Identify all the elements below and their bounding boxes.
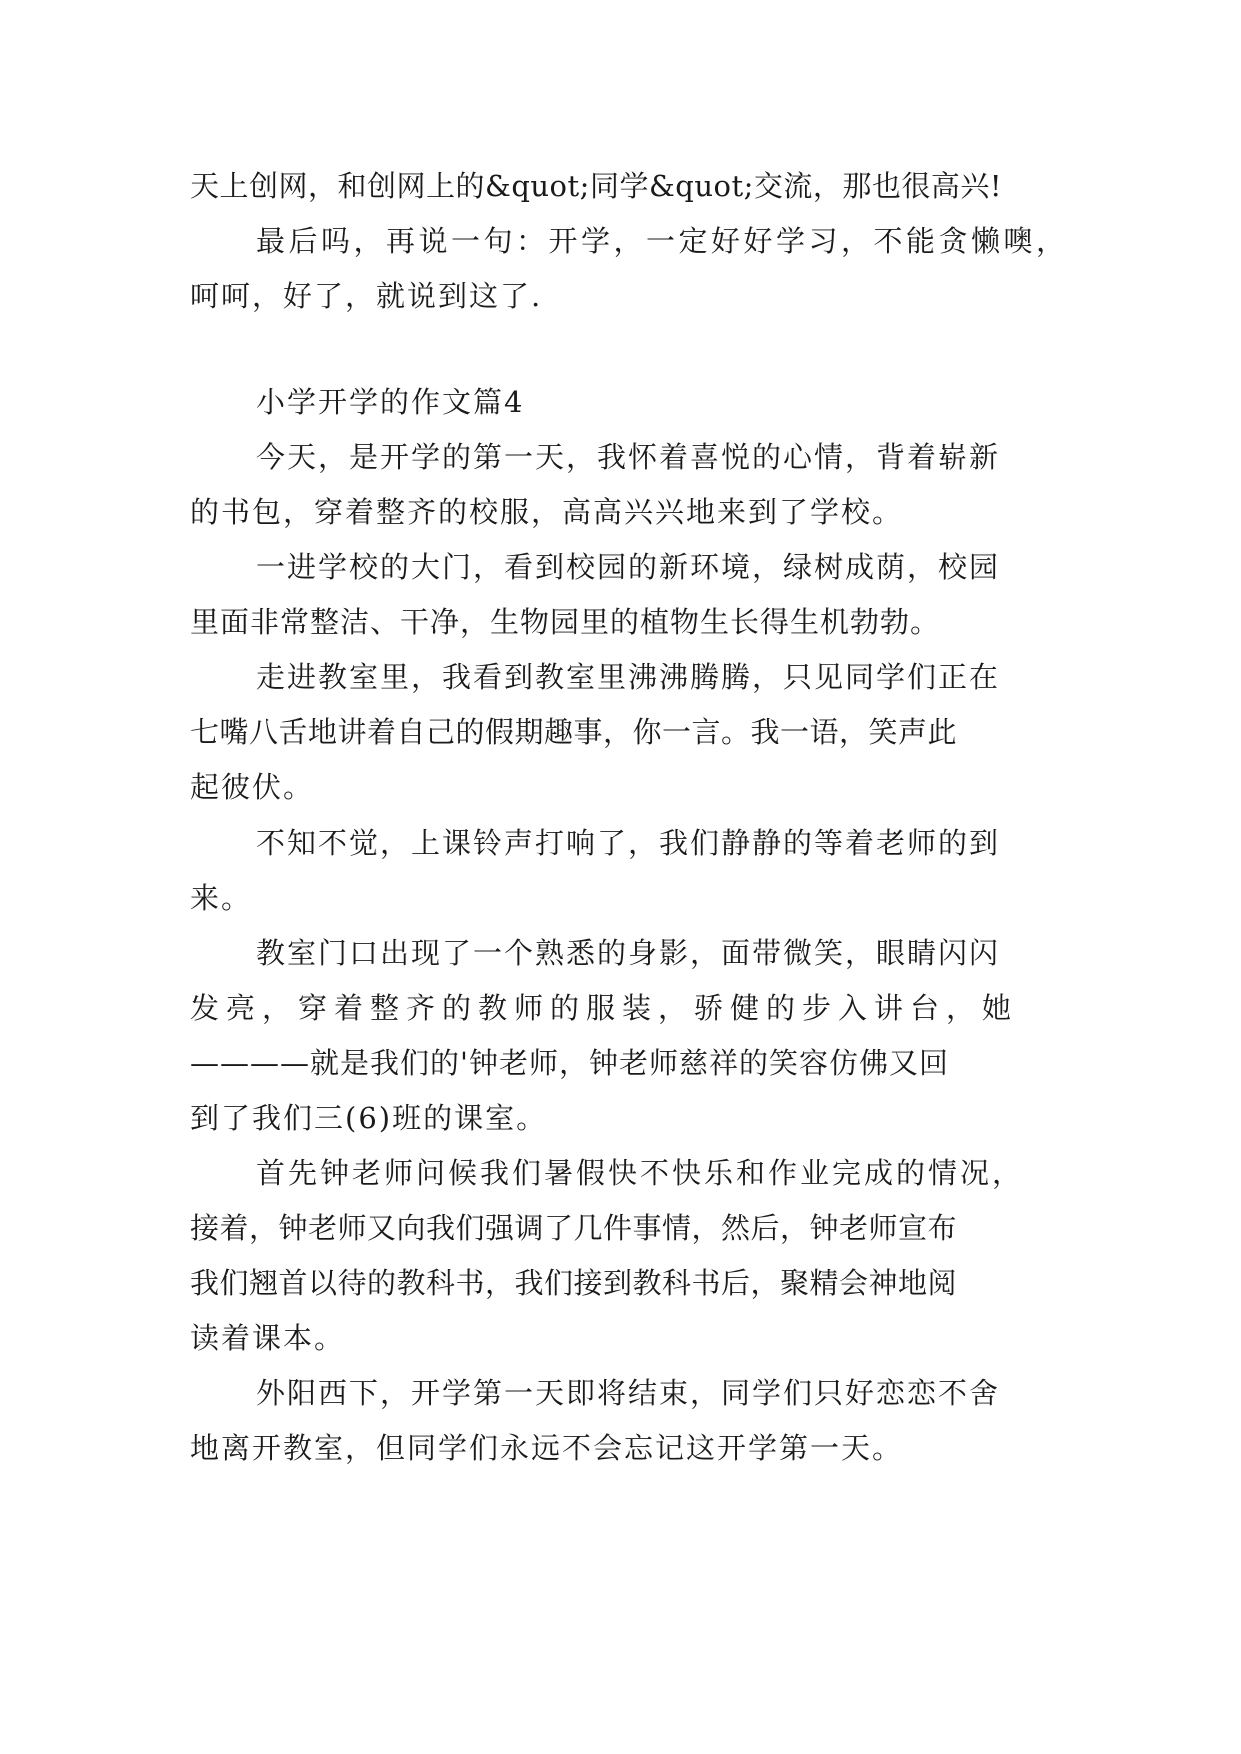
text-line: 到了我们三(6)班的课室。	[190, 1101, 548, 1135]
section-heading: 小学开学的作文篇4	[256, 385, 525, 419]
text-line: 的书包，穿着整齐的校服，高高兴兴地来到了学校。	[190, 495, 904, 529]
text-line: 最后吗，再说一句：开学，一定好好学习，不能贪懒噢，	[256, 224, 1069, 258]
text-line: 发亮，穿着整齐的教师的服装，骄健的步入讲台，她	[190, 991, 1019, 1025]
text-line: 里面非常整洁、干净，生物园里的植物生长得生机勃勃。	[190, 605, 941, 639]
text-line: 走进教室里，我看到教室里沸沸腾腾，只见同学们正在	[256, 660, 1001, 694]
text-line: 起彼伏。	[190, 770, 315, 804]
text-line: 教室门口出现了一个熟悉的身影，面带微笑，眼睛闪闪	[256, 936, 1001, 970]
text-line: 一进学校的大门，看到校园的新环境，绿树成荫，校园	[256, 550, 1001, 584]
text-line: 地离开教室，但同学们永远不会忘记这开学第一天。	[190, 1431, 904, 1465]
text-line: ————就是我们的'钟老师，钟老师慈祥的笑容仿佛又回	[190, 1046, 949, 1080]
text-line: 首先钟老师问候我们暑假快不快乐和作业完成的情况，	[256, 1156, 1025, 1190]
text-line: 不知不觉，上课铃声打响了，我们静静的等着老师的到	[256, 826, 1001, 860]
text-line: 读着课本。	[190, 1321, 346, 1355]
text-line: 来。	[190, 881, 253, 915]
text-line: 接着，钟老师又向我们强调了几件事情，然后，钟老师宣布	[190, 1211, 958, 1245]
text-line: 今天，是开学的第一天，我怀着喜悦的心情，背着崭新	[256, 440, 1001, 474]
text-line: 我们翘首以待的教科书，我们接到教科书后，聚精会神地阅	[190, 1266, 958, 1300]
text-line: 外阳西下，开学第一天即将结束，同学们只好恋恋不舍	[256, 1376, 1001, 1410]
text-line: 呵呵，好了，就说到这了.	[190, 279, 543, 313]
text-line: 天上创网，和创网上的&quot;同学&quot;交流，那也很高兴!	[190, 169, 1003, 203]
text-line: 七嘴八舌地讲着自己的假期趣事，你一言。我一语，笑声此	[190, 715, 958, 749]
